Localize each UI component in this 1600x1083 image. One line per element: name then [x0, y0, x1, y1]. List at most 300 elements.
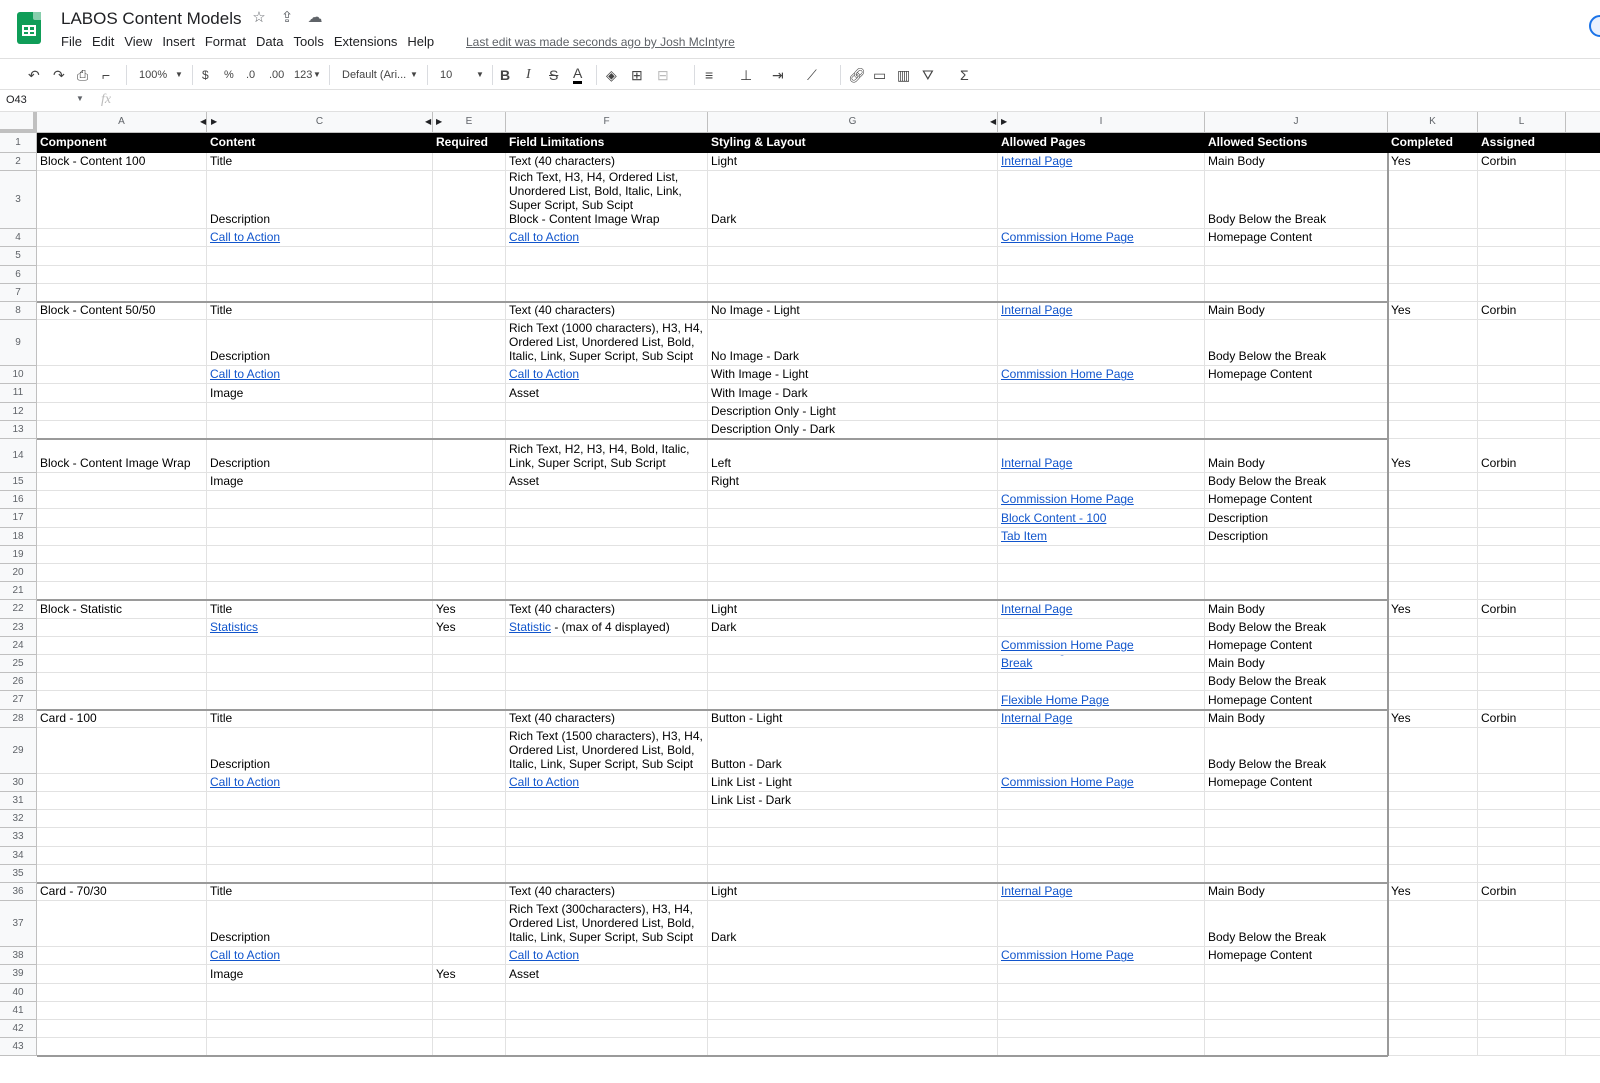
- cell-c25[interactable]: [207, 655, 433, 673]
- cell-j27[interactable]: Homepage Content: [1205, 691, 1388, 709]
- cell-a38[interactable]: [37, 947, 207, 965]
- cell-l27[interactable]: [1478, 691, 1566, 709]
- cell-k2[interactable]: Yes: [1388, 153, 1478, 171]
- row-header-40[interactable]: 40: [0, 984, 37, 1002]
- cell-i40[interactable]: [998, 984, 1205, 1002]
- cell-k40[interactable]: [1388, 984, 1478, 1002]
- cell-k35[interactable]: [1388, 865, 1478, 883]
- cell-l42[interactable]: [1478, 1020, 1566, 1038]
- cell-i16[interactable]: Commission Home Page: [998, 491, 1205, 509]
- cell-j25[interactable]: Main Body: [1205, 655, 1388, 673]
- cell-k11[interactable]: [1388, 384, 1478, 402]
- cell-k33[interactable]: [1388, 828, 1478, 846]
- cell-l32[interactable]: [1478, 810, 1566, 828]
- cell-j8[interactable]: Main Body: [1205, 302, 1388, 320]
- cell-j5[interactable]: [1205, 247, 1388, 265]
- cell-l37[interactable]: [1478, 901, 1566, 947]
- row-header-27[interactable]: 27: [0, 691, 37, 709]
- cell-c30[interactable]: Call to Action: [207, 774, 433, 792]
- cell-g5[interactable]: [708, 247, 998, 265]
- cell-a23[interactable]: [37, 619, 207, 637]
- cell-g2[interactable]: Light: [708, 153, 998, 171]
- cell-e12[interactable]: [433, 403, 506, 421]
- cell-c36[interactable]: Title: [207, 883, 433, 901]
- cell-f2[interactable]: Text (40 characters): [506, 153, 708, 171]
- cell-i26[interactable]: [998, 673, 1205, 691]
- cell-k41[interactable]: [1388, 1002, 1478, 1020]
- cell-c22[interactable]: Title: [207, 600, 433, 618]
- cell-j41[interactable]: [1205, 1002, 1388, 1020]
- cell-g30[interactable]: Link List - Light: [708, 774, 998, 792]
- column-header-i[interactable]: I: [998, 112, 1205, 133]
- cell-e6[interactable]: [433, 266, 506, 284]
- paint-format-icon[interactable]: ⌐: [102, 67, 111, 83]
- cell-l35[interactable]: [1478, 865, 1566, 883]
- cell-l13[interactable]: [1478, 421, 1566, 439]
- cell-g16[interactable]: [708, 491, 998, 509]
- cell-e20[interactable]: [433, 564, 506, 582]
- cell-j4[interactable]: Homepage Content: [1205, 229, 1388, 247]
- cell-i38[interactable]: Commission Home Page: [998, 947, 1205, 965]
- cell-i17[interactable]: Block Content - 100: [998, 509, 1205, 527]
- cell-k3[interactable]: [1388, 171, 1478, 229]
- cell-i37[interactable]: [998, 901, 1205, 947]
- cell-g17[interactable]: [708, 509, 998, 527]
- cell-l7[interactable]: [1478, 284, 1566, 302]
- cell-e28[interactable]: [433, 710, 506, 728]
- cell-f4[interactable]: Call to Action: [506, 229, 708, 247]
- cell-c8[interactable]: Title: [207, 302, 433, 320]
- cell-k10[interactable]: [1388, 366, 1478, 384]
- cell-e25[interactable]: [433, 655, 506, 673]
- row-header-15[interactable]: 15: [0, 473, 37, 491]
- cell-g28[interactable]: Button - Light: [708, 710, 998, 728]
- cell-g22[interactable]: Light: [708, 600, 998, 618]
- cell-k29[interactable]: [1388, 728, 1478, 774]
- avatar[interactable]: [1589, 15, 1600, 37]
- cell-e2[interactable]: [433, 153, 506, 171]
- wrap-icon[interactable]: ⇥: [772, 67, 784, 83]
- cell-g19[interactable]: [708, 546, 998, 564]
- column-header-e[interactable]: E: [433, 112, 506, 133]
- cell-e32[interactable]: [433, 810, 506, 828]
- cell-e22[interactable]: Yes: [433, 600, 506, 618]
- cell-i25[interactable]: Break: [998, 655, 1205, 673]
- cell-l8[interactable]: Corbin: [1478, 302, 1566, 320]
- cell-e13[interactable]: [433, 421, 506, 439]
- document-title[interactable]: LABOS Content Models: [61, 9, 242, 28]
- cell-i27[interactable]: Flexible Home Page: [998, 691, 1205, 709]
- row-header-30[interactable]: 30: [0, 774, 37, 792]
- cell-e3[interactable]: [433, 171, 506, 229]
- cell-a22[interactable]: Block - Statistic: [37, 600, 207, 618]
- cell-a20[interactable]: [37, 564, 207, 582]
- row-header-37[interactable]: 37: [0, 901, 37, 947]
- cell-e21[interactable]: [433, 582, 506, 600]
- cell-a34[interactable]: [37, 847, 207, 865]
- cell-j23[interactable]: Body Below the Break: [1205, 619, 1388, 637]
- cell-j13[interactable]: [1205, 421, 1388, 439]
- cell-g13[interactable]: Description Only - Dark: [708, 421, 998, 439]
- cell-e37[interactable]: [433, 901, 506, 947]
- cell-a39[interactable]: [37, 965, 207, 983]
- cell-l22[interactable]: Corbin: [1478, 600, 1566, 618]
- cell-i2[interactable]: Internal Page: [998, 153, 1205, 171]
- cell-a2[interactable]: Block - Content 100: [37, 153, 207, 171]
- cell-k20[interactable]: [1388, 564, 1478, 582]
- cell-f39[interactable]: Asset: [506, 965, 708, 983]
- row-header-28[interactable]: 28: [0, 710, 37, 728]
- cell-f16[interactable]: [506, 491, 708, 509]
- cell-k24[interactable]: [1388, 637, 1478, 655]
- cell-i5[interactable]: [998, 247, 1205, 265]
- cell-c38[interactable]: Call to Action: [207, 947, 433, 965]
- column-header-g[interactable]: G: [708, 112, 998, 133]
- cell-j3[interactable]: Body Below the Break: [1205, 171, 1388, 229]
- cell-g10[interactable]: With Image - Light: [708, 366, 998, 384]
- cell-c40[interactable]: [207, 984, 433, 1002]
- cell-k38[interactable]: [1388, 947, 1478, 965]
- cell-j40[interactable]: [1205, 984, 1388, 1002]
- cell-l38[interactable]: [1478, 947, 1566, 965]
- cell-j39[interactable]: [1205, 965, 1388, 983]
- row-header-24[interactable]: 24: [0, 637, 37, 655]
- cell-c26[interactable]: [207, 673, 433, 691]
- cell-g6[interactable]: [708, 266, 998, 284]
- cell-g31[interactable]: Link List - Dark: [708, 792, 998, 810]
- row-header-35[interactable]: 35: [0, 865, 37, 883]
- cell-c19[interactable]: [207, 546, 433, 564]
- cell-l34[interactable]: [1478, 847, 1566, 865]
- cell-l31[interactable]: [1478, 792, 1566, 810]
- cell-a5[interactable]: [37, 247, 207, 265]
- row-header-34[interactable]: 34: [0, 847, 37, 865]
- cell-c21[interactable]: [207, 582, 433, 600]
- cell-i33[interactable]: [998, 828, 1205, 846]
- row-header-12[interactable]: 12: [0, 403, 37, 421]
- cell-a24[interactable]: [37, 637, 207, 655]
- cell-e19[interactable]: [433, 546, 506, 564]
- cell-c24[interactable]: [207, 637, 433, 655]
- row-header-17[interactable]: 17: [0, 509, 37, 527]
- cell-e43[interactable]: [433, 1038, 506, 1056]
- cell-i35[interactable]: [998, 865, 1205, 883]
- cell-f21[interactable]: [506, 582, 708, 600]
- cell-c9[interactable]: Description: [207, 320, 433, 366]
- cell-j12[interactable]: [1205, 403, 1388, 421]
- cell-a19[interactable]: [37, 546, 207, 564]
- cell-j16[interactable]: Homepage Content: [1205, 491, 1388, 509]
- cell-g33[interactable]: [708, 828, 998, 846]
- row-header-36[interactable]: 36: [0, 883, 37, 901]
- cell-c18[interactable]: [207, 528, 433, 546]
- cell-j6[interactable]: [1205, 266, 1388, 284]
- cell-l40[interactable]: [1478, 984, 1566, 1002]
- name-box[interactable]: O43: [6, 94, 27, 106]
- cell-a10[interactable]: [37, 366, 207, 384]
- spreadsheet-grid[interactable]: [0, 112, 1600, 1083]
- cell-c10[interactable]: Call to Action: [207, 366, 433, 384]
- cell-f18[interactable]: [506, 528, 708, 546]
- cell-a3[interactable]: [37, 171, 207, 229]
- cell-a21[interactable]: [37, 582, 207, 600]
- column-header-f[interactable]: F: [506, 112, 708, 133]
- cell-k9[interactable]: [1388, 320, 1478, 366]
- cell-e16[interactable]: [433, 491, 506, 509]
- cell-f10[interactable]: Call to Action: [506, 366, 708, 384]
- cell-e39[interactable]: Yes: [433, 965, 506, 983]
- row-header-41[interactable]: 41: [0, 1002, 37, 1020]
- row-header-26[interactable]: 26: [0, 673, 37, 691]
- cell-g18[interactable]: [708, 528, 998, 546]
- cell-j34[interactable]: [1205, 847, 1388, 865]
- cell-c29[interactable]: Description: [207, 728, 433, 774]
- cell-l41[interactable]: [1478, 1002, 1566, 1020]
- move-icon[interactable]: ⇪: [280, 9, 294, 26]
- percent-button[interactable]: %: [224, 69, 234, 81]
- cell-f28[interactable]: Text (40 characters): [506, 710, 708, 728]
- cell-j38[interactable]: Homepage Content: [1205, 947, 1388, 965]
- cell-g43[interactable]: [708, 1038, 998, 1056]
- cloud-status-icon[interactable]: ☁: [307, 9, 323, 26]
- hidden-columns-right-icon[interactable]: ▶: [211, 117, 218, 126]
- cell-i4[interactable]: Commission Home Page: [998, 229, 1205, 247]
- cell-j35[interactable]: [1205, 865, 1388, 883]
- cell-c28[interactable]: Title: [207, 710, 433, 728]
- row-header-11[interactable]: 11: [0, 384, 37, 402]
- cell-i15[interactable]: [998, 473, 1205, 491]
- cell-k32[interactable]: [1388, 810, 1478, 828]
- cell-l6[interactable]: [1478, 266, 1566, 284]
- cell-i39[interactable]: [998, 965, 1205, 983]
- row-header-10[interactable]: 10: [0, 366, 37, 384]
- cell-j7[interactable]: [1205, 284, 1388, 302]
- fill-color-icon[interactable]: ◈: [606, 67, 617, 83]
- cell-f38[interactable]: Call to Action: [506, 947, 708, 965]
- cell-l10[interactable]: [1478, 366, 1566, 384]
- cell-a12[interactable]: [37, 403, 207, 421]
- cell-j30[interactable]: Homepage Content: [1205, 774, 1388, 792]
- merge-icon[interactable]: ⊟: [657, 67, 669, 83]
- cell-c14[interactable]: Description: [207, 439, 433, 473]
- cell-e41[interactable]: [433, 1002, 506, 1020]
- menu-data[interactable]: Data: [256, 34, 284, 49]
- cell-a36[interactable]: Card - 70/30: [37, 883, 207, 901]
- row-header-29[interactable]: 29: [0, 728, 37, 774]
- cell-i36[interactable]: Internal Page: [998, 883, 1205, 901]
- cell-a14[interactable]: Block - Content Image Wrap: [37, 439, 207, 473]
- cell-j9[interactable]: Body Below the Break: [1205, 320, 1388, 366]
- cell-e38[interactable]: [433, 947, 506, 965]
- cell-a17[interactable]: [37, 509, 207, 527]
- print-icon[interactable]: ⎙: [77, 67, 89, 83]
- cell-g42[interactable]: [708, 1020, 998, 1038]
- row-header-31[interactable]: 31: [0, 792, 37, 810]
- cell-l43[interactable]: [1478, 1038, 1566, 1056]
- cell-l23[interactable]: [1478, 619, 1566, 637]
- cell-g34[interactable]: [708, 847, 998, 865]
- cell-c12[interactable]: [207, 403, 433, 421]
- cell-l4[interactable]: [1478, 229, 1566, 247]
- cell-l21[interactable]: [1478, 582, 1566, 600]
- row-header-25[interactable]: 25: [0, 655, 37, 673]
- menu-view[interactable]: View: [124, 34, 153, 49]
- cell-c32[interactable]: [207, 810, 433, 828]
- cell-l20[interactable]: [1478, 564, 1566, 582]
- cell-k21[interactable]: [1388, 582, 1478, 600]
- cell-c3[interactable]: Description: [207, 171, 433, 229]
- cell-l14[interactable]: Corbin: [1478, 439, 1566, 473]
- cell-e4[interactable]: [433, 229, 506, 247]
- cell-c42[interactable]: [207, 1020, 433, 1038]
- cell-a15[interactable]: [37, 473, 207, 491]
- chevron-down-icon[interactable]: ▼: [410, 70, 418, 79]
- cell-f43[interactable]: [506, 1038, 708, 1056]
- cell-g27[interactable]: [708, 691, 998, 709]
- select-all-corner[interactable]: [0, 112, 37, 133]
- cell-l18[interactable]: [1478, 528, 1566, 546]
- sheets-logo-icon[interactable]: [17, 12, 41, 44]
- cell-j17[interactable]: Description: [1205, 509, 1388, 527]
- cell-g3[interactable]: Dark: [708, 171, 998, 229]
- cell-k34[interactable]: [1388, 847, 1478, 865]
- cell-f20[interactable]: [506, 564, 708, 582]
- cell-l36[interactable]: Corbin: [1478, 883, 1566, 901]
- cell-g25[interactable]: [708, 655, 998, 673]
- cell-l5[interactable]: [1478, 247, 1566, 265]
- cell-f26[interactable]: [506, 673, 708, 691]
- cell-k39[interactable]: [1388, 965, 1478, 983]
- cell-a26[interactable]: [37, 673, 207, 691]
- cell-k19[interactable]: [1388, 546, 1478, 564]
- column-header-a[interactable]: A: [37, 112, 207, 133]
- menu-format[interactable]: Format: [204, 34, 246, 49]
- cell-e17[interactable]: [433, 509, 506, 527]
- cell-a30[interactable]: [37, 774, 207, 792]
- cell-f8[interactable]: Text (40 characters): [506, 302, 708, 320]
- cell-g11[interactable]: With Image - Dark: [708, 384, 998, 402]
- cell-i23[interactable]: [998, 619, 1205, 637]
- cell-a27[interactable]: [37, 691, 207, 709]
- cell-c33[interactable]: [207, 828, 433, 846]
- text-color-button[interactable]: A: [573, 65, 582, 84]
- cell-k28[interactable]: Yes: [1388, 710, 1478, 728]
- chevron-down-icon[interactable]: ▼: [476, 70, 484, 79]
- cell-l24[interactable]: [1478, 637, 1566, 655]
- zoom-select[interactable]: 100%: [139, 69, 168, 81]
- cell-a16[interactable]: [37, 491, 207, 509]
- column-header-j[interactable]: J: [1205, 112, 1388, 133]
- cell-e30[interactable]: [433, 774, 506, 792]
- menu-edit[interactable]: Edit: [91, 34, 115, 49]
- cell-j31[interactable]: [1205, 792, 1388, 810]
- row-header-2[interactable]: 2: [0, 153, 37, 171]
- cell-a35[interactable]: [37, 865, 207, 883]
- cell-i21[interactable]: [998, 582, 1205, 600]
- cell-i19[interactable]: [998, 546, 1205, 564]
- increase-decimal-button[interactable]: .00: [269, 69, 285, 81]
- cell-a43[interactable]: [37, 1038, 207, 1056]
- cell-e10[interactable]: [433, 366, 506, 384]
- cell-f29[interactable]: Rich Text (1500 characters), H3, H4, Ordered List, Unordered List, Bold, Italic, Link, Super Script, Sub Scipt: [506, 728, 708, 774]
- italic-button[interactable]: I: [526, 67, 531, 82]
- cell-i9[interactable]: [998, 320, 1205, 366]
- header-cell[interactable]: Allowed Sections: [1205, 133, 1388, 153]
- cell-j10[interactable]: Homepage Content: [1205, 366, 1388, 384]
- cell-j21[interactable]: [1205, 582, 1388, 600]
- cell-c39[interactable]: Image: [207, 965, 433, 983]
- cell-c35[interactable]: [207, 865, 433, 883]
- cell-c13[interactable]: [207, 421, 433, 439]
- cell-i30[interactable]: Commission Home Page: [998, 774, 1205, 792]
- row-header-13[interactable]: 13: [0, 421, 37, 439]
- cell-i7[interactable]: [998, 284, 1205, 302]
- cell-f13[interactable]: [506, 421, 708, 439]
- cell-f41[interactable]: [506, 1002, 708, 1020]
- cell-c5[interactable]: [207, 247, 433, 265]
- cell-g39[interactable]: [708, 965, 998, 983]
- header-cell[interactable]: Styling & Layout: [708, 133, 998, 153]
- cell-l2[interactable]: Corbin: [1478, 153, 1566, 171]
- row-header-42[interactable]: 42: [0, 1020, 37, 1038]
- cell-j28[interactable]: Main Body: [1205, 710, 1388, 728]
- cell-l39[interactable]: [1478, 965, 1566, 983]
- row-header-39[interactable]: 39: [0, 965, 37, 983]
- functions-icon[interactable]: Σ: [960, 67, 969, 83]
- cell-e35[interactable]: [433, 865, 506, 883]
- header-cell[interactable]: Field Limitations: [506, 133, 708, 153]
- menu-extensions[interactable]: Extensions: [333, 34, 398, 49]
- cell-k25[interactable]: [1388, 655, 1478, 673]
- row-header-21[interactable]: 21: [0, 582, 37, 600]
- cell-j20[interactable]: [1205, 564, 1388, 582]
- cell-j26[interactable]: Body Below the Break: [1205, 673, 1388, 691]
- cell-c6[interactable]: [207, 266, 433, 284]
- cell-f17[interactable]: [506, 509, 708, 527]
- cell-j14[interactable]: Main Body: [1205, 439, 1388, 473]
- row-header-1[interactable]: 1: [0, 133, 37, 153]
- currency-button[interactable]: $: [202, 68, 209, 82]
- cell-f36[interactable]: Text (40 characters): [506, 883, 708, 901]
- cell-k42[interactable]: [1388, 1020, 1478, 1038]
- cell-k26[interactable]: [1388, 673, 1478, 691]
- cell-a41[interactable]: [37, 1002, 207, 1020]
- cell-j32[interactable]: [1205, 810, 1388, 828]
- row-header-6[interactable]: 6: [0, 266, 37, 284]
- cell-c23[interactable]: Statistics: [207, 619, 433, 637]
- cell-j19[interactable]: [1205, 546, 1388, 564]
- cell-f11[interactable]: Asset: [506, 384, 708, 402]
- cell-g37[interactable]: Dark: [708, 901, 998, 947]
- cell-i18[interactable]: Tab Item: [998, 528, 1205, 546]
- cell-e15[interactable]: [433, 473, 506, 491]
- cell-j29[interactable]: Body Below the Break: [1205, 728, 1388, 774]
- cell-g24[interactable]: [708, 637, 998, 655]
- cell-f32[interactable]: [506, 810, 708, 828]
- cell-l29[interactable]: [1478, 728, 1566, 774]
- row-header-32[interactable]: 32: [0, 810, 37, 828]
- cell-f42[interactable]: [506, 1020, 708, 1038]
- cell-l17[interactable]: [1478, 509, 1566, 527]
- cell-f30[interactable]: Call to Action: [506, 774, 708, 792]
- cell-k18[interactable]: [1388, 528, 1478, 546]
- cell-a29[interactable]: [37, 728, 207, 774]
- cell-g36[interactable]: Light: [708, 883, 998, 901]
- chevron-down-icon[interactable]: ▼: [76, 94, 84, 103]
- cell-f31[interactable]: [506, 792, 708, 810]
- font-size-select[interactable]: 10: [440, 69, 453, 81]
- cell-e7[interactable]: [433, 284, 506, 302]
